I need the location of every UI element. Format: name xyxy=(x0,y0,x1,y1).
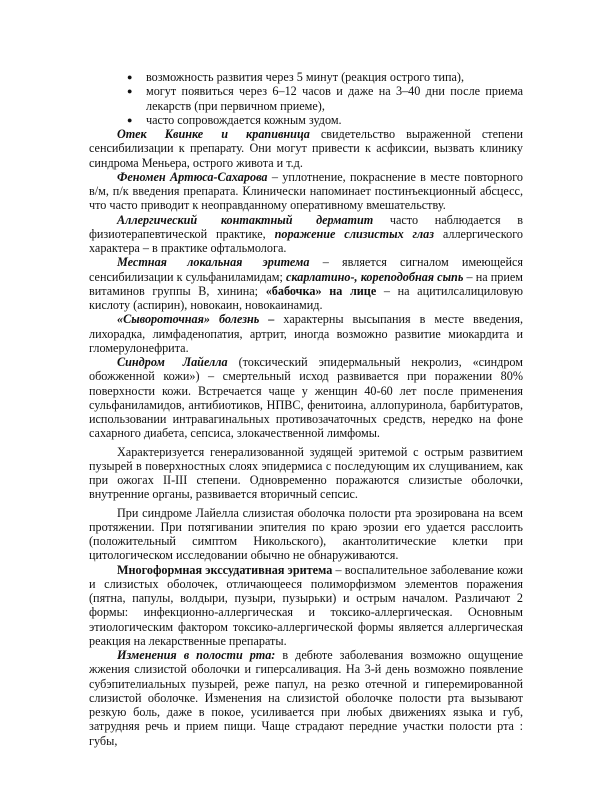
paragraph-text: – на прием витаминов группы В, хинина; xyxy=(89,269,524,298)
paragraph-erythema-multiforme xyxy=(89,563,523,649)
term-butterfly: «бабочка» на лице xyxy=(265,283,377,298)
term-oral-changes: Изменения в полости рта: xyxy=(117,648,276,662)
term-erythema-multiforme: Многоформная экссудативная эритема xyxy=(117,562,333,577)
bullet-icon: ● xyxy=(127,86,133,97)
paragraph-text: характерны высыпания в месте введения, лихорадка, лимфаденопатия, артрит, иногда возможно развитие миокардита и гломерулонефрита. xyxy=(89,312,523,355)
paragraph-text: – является сигналом имеющейся сенсибилизации к сульфаниламидам; xyxy=(89,255,523,284)
paragraph-text: – на ацитилсалициловую кислоту (аспирин), новокаин, новокаинамид. xyxy=(89,283,523,312)
paragraph-text: – уплотнение, покраснение в месте повторного в/м, п/к введения препарата. Клинически напоминает постинъекционный абсцесс, что часто приводит к неоправданному оперативному вмешательству. xyxy=(89,169,523,213)
term-contact-dermatitis: Аллергический контактный дерматит xyxy=(117,212,374,227)
paragraph-lyell xyxy=(89,355,523,441)
paragraph-text: в дебюте заболевания возможно ощущение жжения слизистой оболочки и гиперсаливация. На 3-й день возможно появление субэпителиальных пузырей, реже папул, на резко отечной и гиперемированной слизистой оболочке. Изменения на слизистой оболочке полости рта вызывают резкую боль, даже в покое, усиливается при любых движениях языка и губ, затрудняя речь и прием пищи. Чаще страдают передние участки полости рта : губы, xyxy=(89,648,523,748)
symptom-list xyxy=(89,70,523,127)
paragraph-contact-dermatitis xyxy=(89,213,523,256)
term-rash: скарлатино-, кореподобная сыпь xyxy=(286,269,464,284)
paragraph-text: аллергического характера – в практике офтальмолога. xyxy=(89,226,523,255)
paragraph-text: (токсический эпидермальный некролиз, «синдром обожженной кожи») – смертельный исход развивается при поражении 80% поверхности кожи. Встречается чаще у женщин 40-60 лет после применения сульфаниламидов, антибиотиков, НПВС, фенитоина, аллопуринола, барбитуратов, использовании интравагинальных противозачаточных средств, нередко на фоне сахарного диабета, сепсиса, злокачественной лимфомы. xyxy=(89,355,523,441)
list-item: ● часто сопровождается кожным зудом. xyxy=(127,112,342,127)
paragraph-quincke xyxy=(89,127,523,170)
paragraph-text: часто наблюдается в физиотерапевтической практике, xyxy=(89,212,523,241)
paragraph-text: свидетельство выраженной степени сенсибилизации к препарату. Они могут привести к асфиксии, вызвать клинику синдрома Меньера, острого живота и т.д. xyxy=(89,127,523,170)
paragraph-lyell-oral: При синдроме Лайелла слизистая оболочка полости рта эрозирована на всем протяжении. При потягивании эпителия по краю эрозии его удается расслоить (положительный симптом Никольского), акантолитические клетки при цитологическом исследовании обычно не обнаруживаются. xyxy=(89,505,523,563)
paragraph-local-erythema xyxy=(89,255,523,312)
bullet-icon: ● xyxy=(127,72,133,82)
paragraph-lyell-characteristics: Характеризуется генерализованной зудящей эритемой с острым развитием пузырей в поверхностных слоях эпидермиса с последующим их слущиванием, как при ожогах II-III степени. Одновременно поражаются слизистые оболочки, внутренние органы, развивается вторичный сепсис. xyxy=(89,444,523,502)
document-page xyxy=(89,70,523,748)
paragraph-text: – воспалительное заболевание кожи и слизистых оболочек, отличающееся полиморфизмом элементов поражения (пятна, папулы, волдыри, пузыри, пузырьки) и острым началом. Различают 2 формы: инфекционно-аллергическая и токсико-аллергическая. Основным этиологическим фактором токсико-аллергической формы является аллергическая реакция на лекарственные препараты. xyxy=(89,562,524,648)
term-eye-lesion: поражение слизистых глаз xyxy=(274,226,434,241)
term-local-erythema: Местная локальная эритема xyxy=(117,255,310,270)
paragraph-serum-sickness xyxy=(89,312,523,355)
term-quincke: Отек Квинке и крапивница xyxy=(117,127,310,141)
paragraph-oral-changes xyxy=(89,648,523,748)
term-lyell: Синдром Лайелла xyxy=(117,355,228,369)
term-arthus: Феномен Артюса-Сахарова xyxy=(117,169,268,184)
bullet-icon: ● xyxy=(127,114,133,125)
term-serum-sickness: «Сывороточная» болезнь – xyxy=(117,312,275,327)
paragraph-arthus xyxy=(89,170,523,213)
list-item: ● могут появиться через 6–12 часов и даже на 3–40 дни после приема лекарств (при первичном приеме), xyxy=(127,84,523,113)
list-item: ● возможность развития через 5 минут (реакция острого типа), xyxy=(127,70,465,84)
